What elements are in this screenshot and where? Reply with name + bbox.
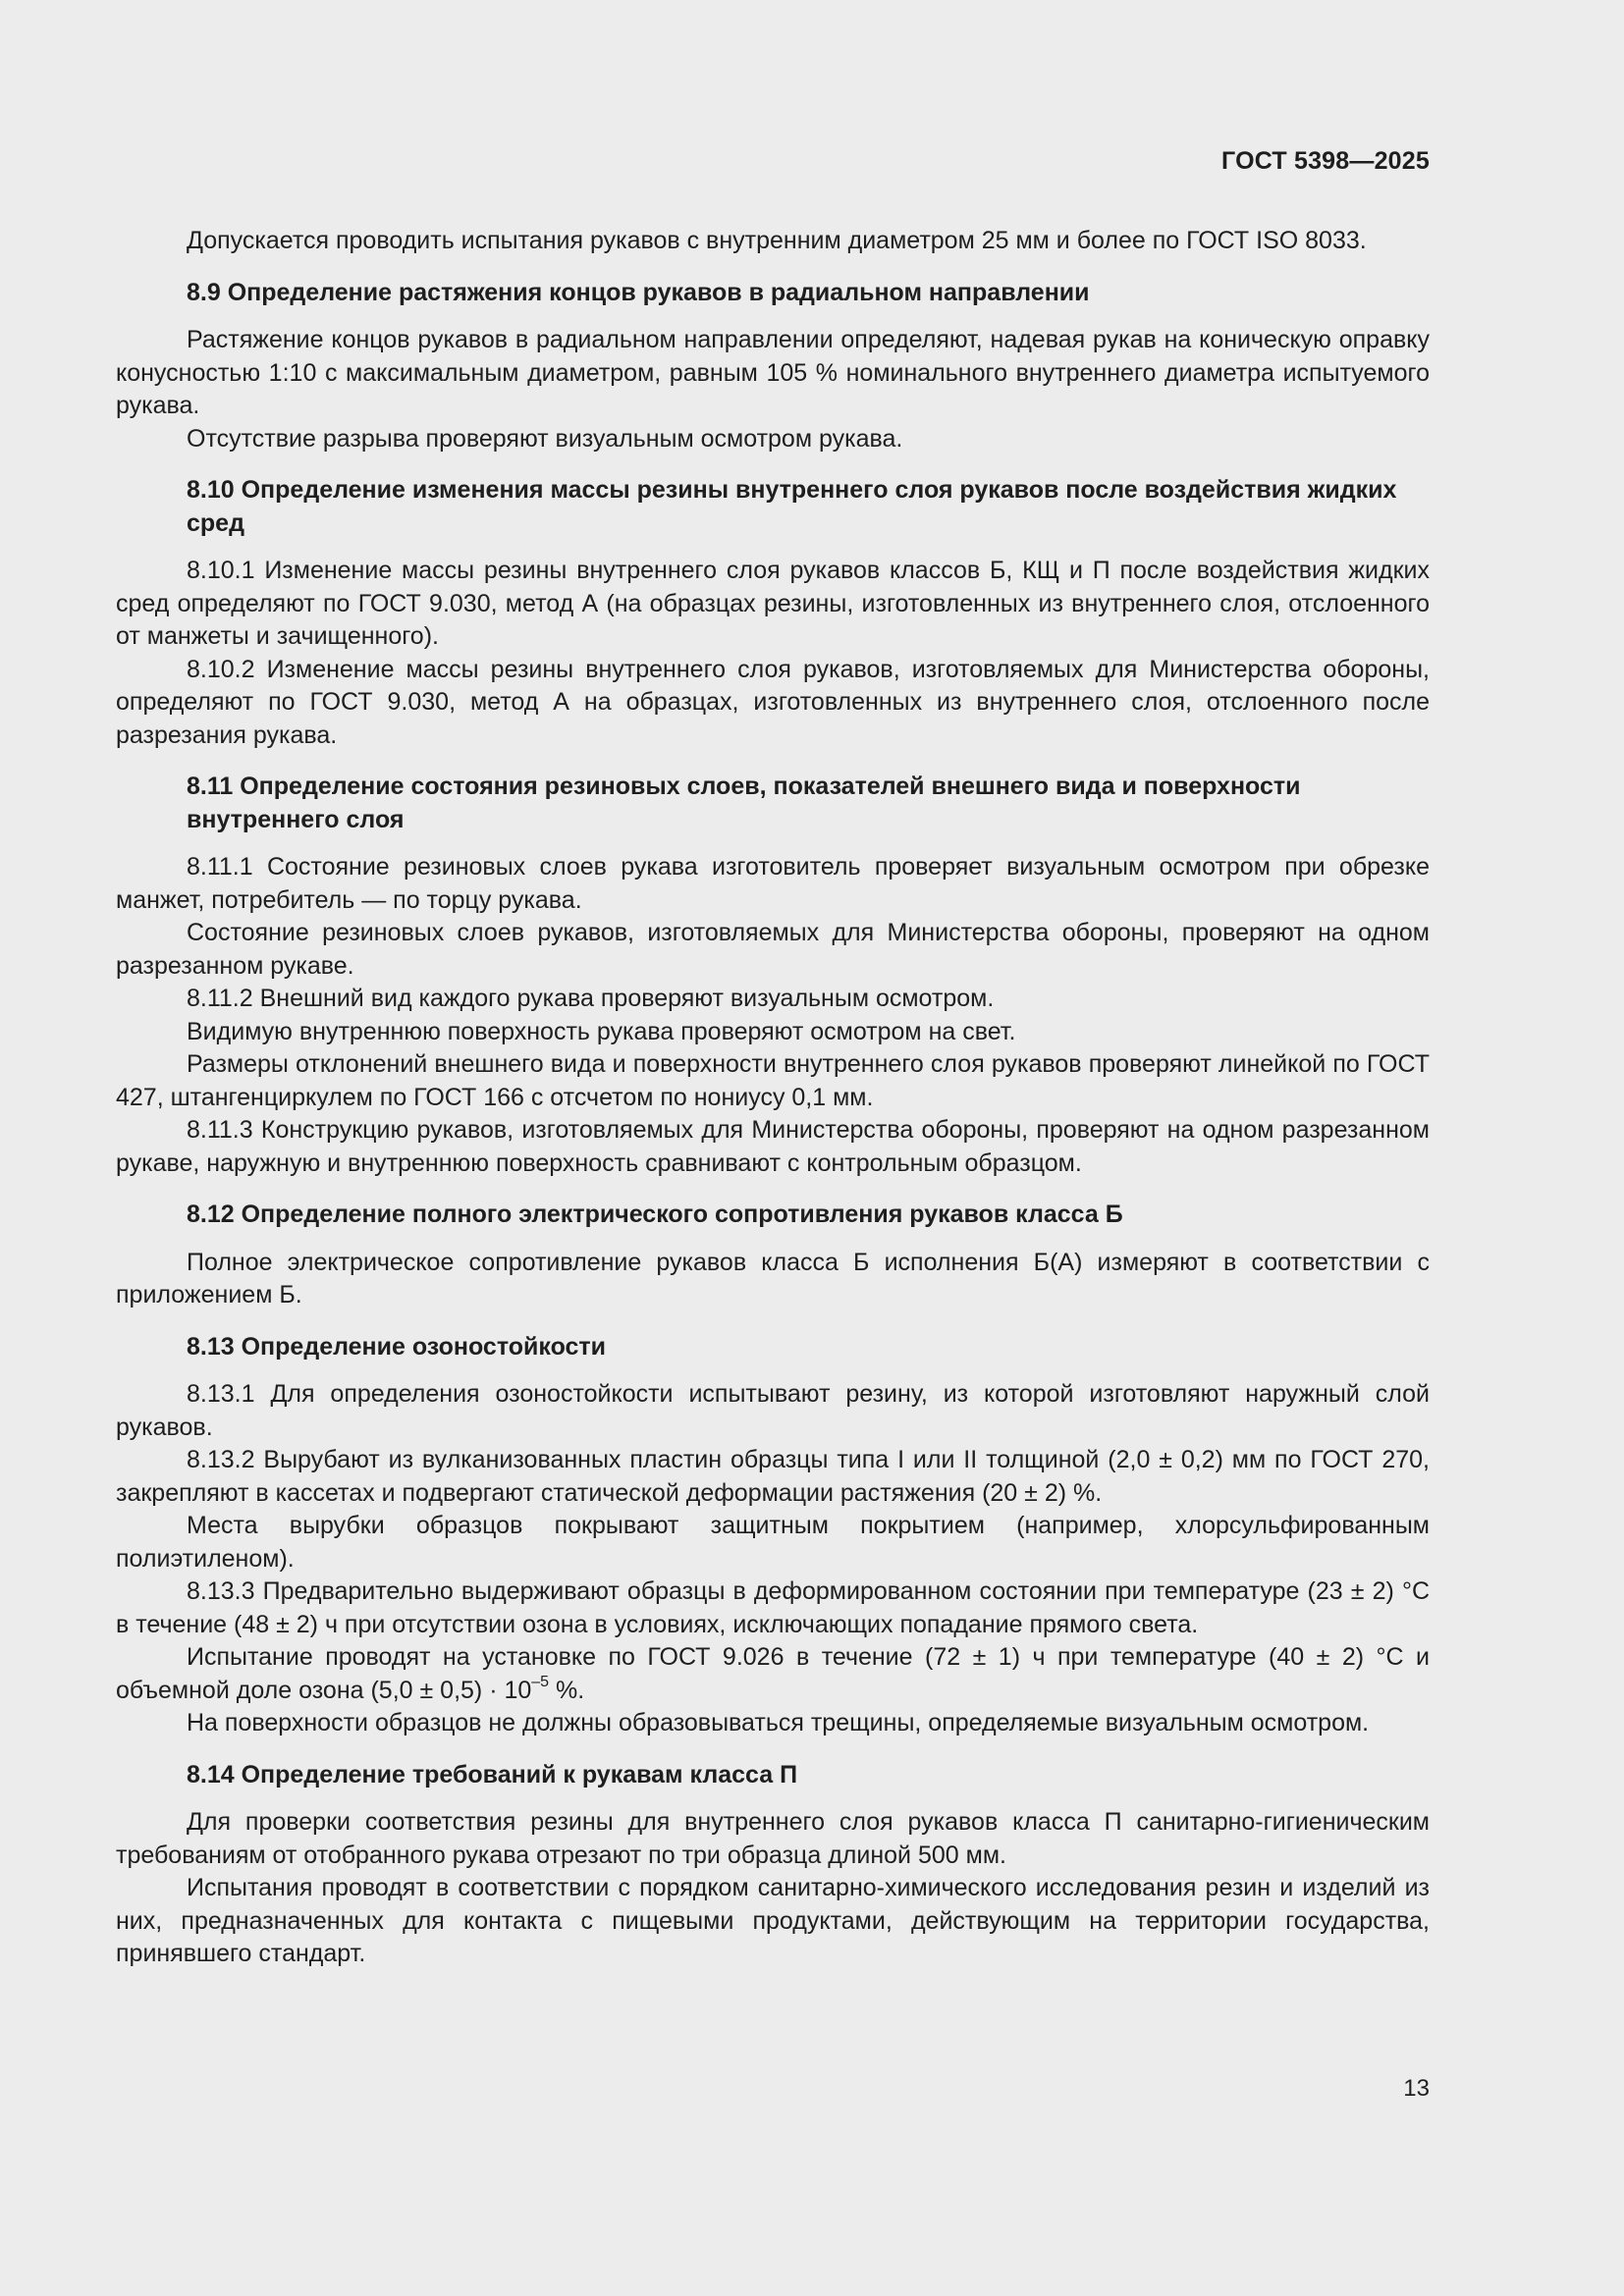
paragraph: 8.13.1 Для определения озоностойкости испытывают резину, из которой изготовляют наружный слой рукавов.	[116, 1380, 1430, 1441]
paragraph: Отсутствие разрыва проверяют визуальным осмотром рукава.	[187, 424, 903, 453]
page-number: 13	[1403, 2075, 1430, 2102]
document-body	[116, 225, 1430, 1971]
paragraph: 8.13.3 Предварительно выдерживают образцы в деформированном состоянии при температуре (23 ± 2) °С в течение (48 ± 2) ч при отсутствии озона в условиях, исключающих попадание прямого света.	[116, 1577, 1430, 1638]
exponent: –5	[531, 1674, 550, 1691]
paragraph: Состояние резиновых слоев рукавов, изготовляемых для Министерства обороны, проверяют на одном разрезанном рукаве.	[116, 919, 1430, 980]
paragraph: Для проверки соответствия резины для внутреннего слоя рукавов класса П санитарно-гигиеническим требованиям от отобранного рукава отрезают по три образца длиной 500 мм.	[116, 1808, 1430, 1869]
section-8-11-heading: 8.11 Определение состояния резиновых слоев, показателей внешнего вида и поверхности внутреннего слоя	[187, 773, 1301, 833]
section-8-13-heading: 8.13 Определение озоностойкости	[187, 1332, 607, 1361]
section-8-10-heading: 8.10 Определение изменения массы резины внутреннего слоя рукавов после воздействия жидких сред	[187, 476, 1397, 537]
paragraph: 8.11.3 Конструкцию рукавов, изготовляемых для Министерства обороны, проверяют на одном разрезанном рукаве, наружную и внутреннюю поверхность сравнивают с контрольным образцом.	[116, 1116, 1430, 1177]
section-8-9-heading: 8.9 Определение растяжения концов рукавов в радиальном направлении	[187, 278, 1090, 306]
paragraph: 8.10.1 Изменение массы резины внутреннего слоя рукавов классов Б, КЩ и П после воздействия жидких сред определяют по ГОСТ 9.030, метод А (на образцах резины, изготовленных из внутреннего слоя, отслоенного от манжеты и зачищенного).	[116, 557, 1430, 650]
paragraph: Растяжение концов рукавов в радиальном направлении определяют, надевая рукав на коническую оправку конусностью 1:10 с максимальным диаметром, равным 105 % номинального внутреннего диаметра испытуемого рукава.	[116, 326, 1430, 419]
paragraph: 8.13.2 Вырубают из вулканизованных пластин образцы типа I или II толщиной (2,0 ± 0,2) мм по ГОСТ 270, закрепляют в кассетах и подвергают статической деформации растяжения (20 ± 2) %.	[116, 1446, 1430, 1507]
paragraph: Видимую внутреннюю поверхность рукава проверяют осмотром на свет.	[187, 1017, 1016, 1045]
intro-paragraph: Допускается проводить испытания рукавов с внутренним диаметром 25 мм и более по ГОСТ ISO 8033.	[187, 227, 1367, 254]
paragraph: Полное электрическое сопротивление рукавов класса Б исполнения Б(А) измеряют в соответствии с приложением Б.	[116, 1248, 1430, 1308]
paragraph: На поверхности образцов не должны образовываться трещины, определяемые визуальным осмотром.	[187, 1709, 1370, 1736]
section-8-12-heading: 8.12 Определение полного электрического сопротивления рукавов класса Б	[187, 1201, 1123, 1228]
paragraph-ozone-test	[116, 1641, 1430, 1707]
paragraph: Размеры отклонений внешнего вида и поверхности внутреннего слоя рукавов проверяют линейкой по ГОСТ 427, штангенциркулем по ГОСТ 166 с отсчетом по нониусу 0,1 мм.	[116, 1050, 1430, 1111]
paragraph: 8.10.2 Изменение массы резины внутреннего слоя рукавов, изготовляемых для Министерства обороны, определяют по ГОСТ 9.030, метод А на образцах, изготовленных из внутреннего слоя, отслоенного после разрезания рукава.	[116, 655, 1430, 749]
paragraph: 8.11.2 Внешний вид каждого рукава проверяют визуальным осмотром.	[187, 985, 995, 1012]
document-header: ГОСТ 5398—2025	[1221, 147, 1430, 175]
paragraph: 8.11.1 Состояние резиновых слоев рукава изготовитель проверяет визуальным осмотром при обрезке манжет, потребитель — по торцу рукава.	[116, 853, 1430, 914]
paragraph: Места вырубки образцов покрывают защитным покрытием (например, хлорсульфированным полиэтиленом).	[116, 1512, 1430, 1573]
paragraph: Испытания проводят в соответствии с порядком санитарно-химического исследования резин и изделий из них, предназначенных для контакта с пищевыми продуктами, действующим на территории государства, принявшего стандарт.	[116, 1874, 1430, 1967]
section-8-14-heading: 8.14 Определение требований к рукавам класса П	[187, 1760, 798, 1789]
paragraph-text: Испытание проводят на установке по ГОСТ 9.026 в течение (72 ± 1) ч при температуре (40 ± 2) °С и объемной доле озона (5,0 ± 0,5) · 10	[116, 1643, 1430, 1704]
paragraph-tail: %.	[549, 1676, 585, 1704]
